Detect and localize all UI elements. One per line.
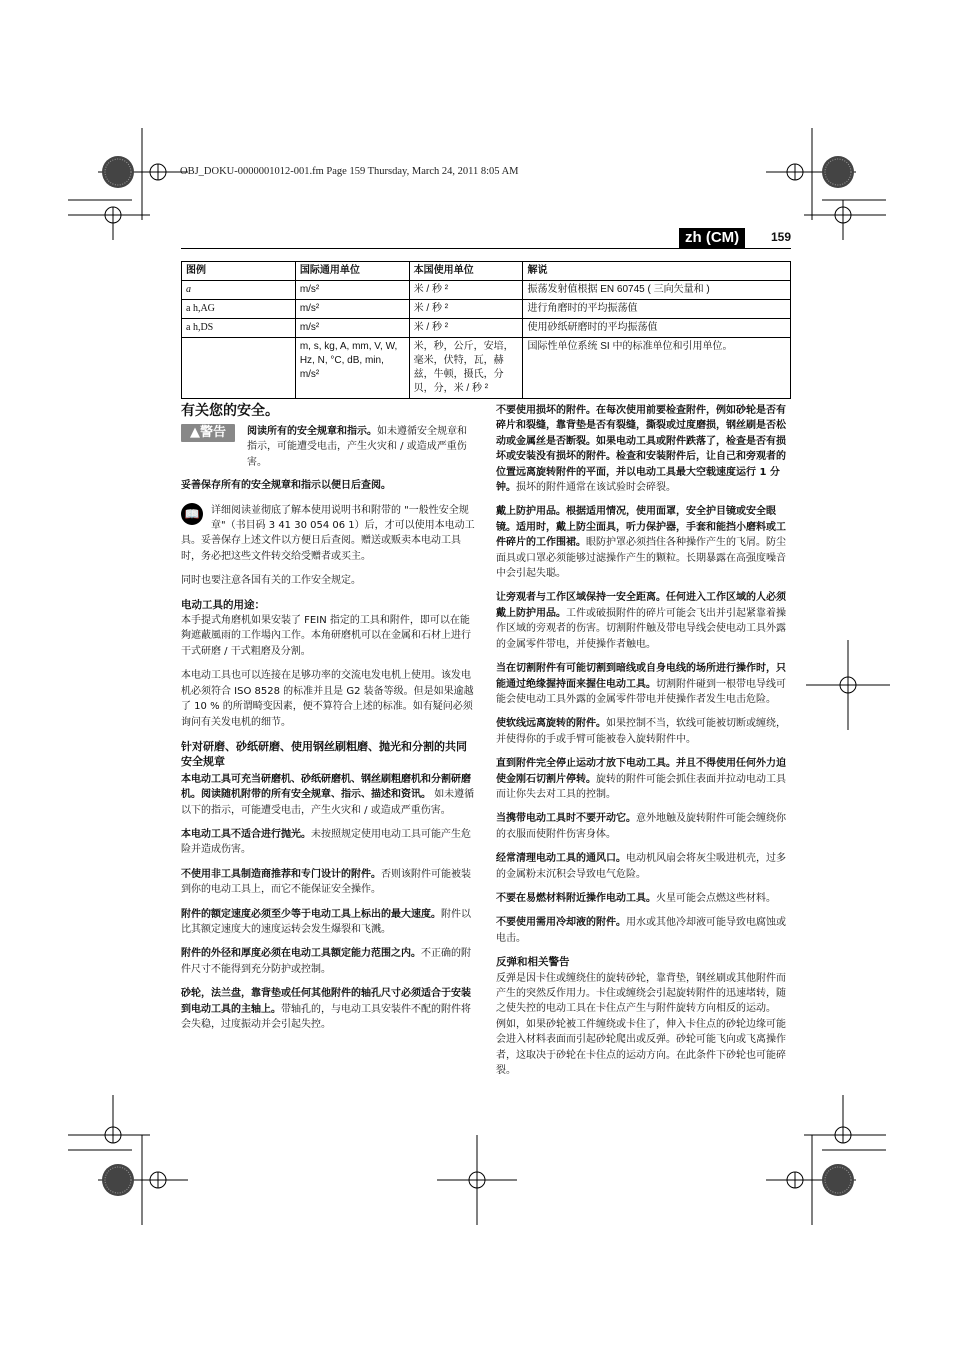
book-text: 详细阅读並彻底了解本使用说明书和附带的 "一般性安全规章"（书目码 3 41 30 054 06 1）后，才可以使用本电动工具。妥善保存上述文件以方便日后查阅。赠送或贩卖本电动工具时，务必把这些文件转交给受赠者或买主。 [181, 504, 475, 562]
kickback-paragraph-2: 例如，如果砂轮被工件缠绕或卡住了，伸入卡住点的砂轮边缘可能会进入材料表面而引起砂轮爬出或反弹。砂轮可能飞向或飞离操作者，这取决于砂轮在卡住点的运动方向。在此条件下砂轮也可能碎裂。 [496, 1018, 786, 1077]
paragraph [181, 907, 476, 938]
paragraph [181, 986, 476, 1032]
paragraph-text: 损坏的附件通常在该试验时会碎裂。 [516, 482, 676, 494]
paragraph [496, 403, 791, 495]
warning-text [247, 424, 476, 470]
paragraph-bold: 砂轮，法兰盘，靠背垫或任何其他附件的轴孔尺寸必须适合于安装到电动工具的主轴上。 [181, 988, 471, 1015]
warning-bold: 阅读所有的安全规章和指示。 [247, 426, 377, 437]
paragraph [496, 756, 791, 802]
paragraph [496, 811, 791, 842]
also-note: 同时也要注意各国有关的工作安全规定。 [181, 575, 361, 587]
table-cell: 进行角磨时的平均振荡值 [523, 300, 791, 319]
paragraph [181, 772, 476, 818]
paragraph-bold: 本电动工具可充当研磨机、砂纸研磨机、钢丝刷粗磨机和分割研磨机。阅读随机附带的所有安全规章、指示、描述和资讯。 [181, 773, 471, 801]
paragraph-bold: 本电动工具不适合进行抛光。 [181, 828, 311, 840]
table-cell: m/s² [295, 281, 409, 300]
left-column [181, 402, 476, 1041]
paragraph-bold: 不要使用损坏的附件。在每次使用前要检查附件，例如砂轮是否有碎片和裂缝，靠背垫是否有裂缝，撕裂或过度磨损，钢丝刷是否松动或金属丝是否断裂。如果电动工具或附件跌落了，检查是否有损坏或安装没有损坏的附件。检查和安装附件后，让自己和旁观者的位置远离旋转附件的平面，并以电动工具最大空载速度运行 1 分钟。 [496, 405, 786, 494]
common-heading: 针对研磨、砂纸研磨、使用钢丝刷粗磨、抛光和分割的共同安全规章 [181, 739, 467, 769]
paragraph-bold: 不使用非工具制造商推荐和专门设计的附件。 [181, 868, 381, 880]
paragraph-bold: 不要使用需用冷却液的附件。 [496, 917, 626, 929]
table-header: 图例 [182, 262, 296, 281]
kickback-paragraph-1: 反弹是因卡住或缠绕住的旋转砂轮，靠背垫，钢丝刷或其他附件而产生的突然反作用力。卡住或缠绕会引起旋转附件的迅速堵转，随之使失控的电动工具在卡住点产生与附件旋转方向相反的运动。 [496, 972, 786, 1015]
table-row [182, 300, 791, 319]
paragraph-bold: 附件的额定速度必须至少等于电动工具上标出的最大速度。 [181, 908, 441, 920]
paragraph-text: 电动机风扇会将灰尘吸进机壳，过多的金属粉末沉积会导致电气危险。 [496, 853, 786, 880]
paragraph-text: 切割附件碰到一根带电导线可能会使电动工具外露的金属零件带电并使操作者发生电击危险。 [496, 678, 786, 705]
table-cell: 使用砂纸研磨时的平均振荡值 [523, 319, 791, 338]
warning-body: 如未遵循安全规章和指示，可能遭受电击，产生火灾和 / 或造成严重伤害。 [247, 426, 467, 468]
header-rule [181, 248, 791, 249]
paragraph-text: 带轴孔的，与电动工具安装件不配的附件将会失稳，过度振动并会引起失控。 [181, 1003, 471, 1030]
table-cell: 米 / 秒 ² [409, 300, 523, 319]
paragraph-text: 工件或破损附件的碎片可能会飞出并引起紧靠着操作区域的旁观者的伤害。切割附件触及带电导线会使电动工具外露的金属零件带电，并使操作者触电。 [496, 607, 786, 650]
kickback-heading: 反弹和相关警告 [496, 956, 570, 969]
paragraph-bold: 当在切割附件有可能切割到暗线或自身电线的场所进行操作时，只能通过绝缘握持面来握住电动工具。 [496, 663, 786, 690]
table-row [182, 319, 791, 338]
table-cell: a [182, 281, 296, 300]
table-cell: a h,DS [182, 319, 296, 338]
paragraph-text: 附件以比其额定速度大的速度运转会发生爆裂和飞溅。 [181, 908, 471, 935]
paragraph-text: 眼防护罩必须挡住各种操作产生的飞屑。防尘面具或口罩必须能够过滤操作产生的颗粒。长期暴露在高强度噪音中会引起失聪。 [496, 537, 786, 580]
paragraph [181, 827, 476, 858]
units-table [181, 261, 791, 399]
table-header: 本国使用单位 [409, 262, 523, 281]
table-header-row [182, 262, 791, 281]
keep-instructions: 妥善保存所有的安全规章和指示以便日后查阅。 [181, 480, 391, 492]
paragraph-text: 如未遵循以下的指示，可能遭受电击，产生火灾和 / 或造成严重伤害。 [181, 789, 475, 816]
paragraph-bold: 戴上防护用品。根据适用情况，使用面罩，安全护目镜或安全眼镜。适用时，戴上防尘面具，听力保护器，手套和能挡小磨料或工件碎片的工作围裙。 [496, 506, 786, 549]
right-column [496, 403, 791, 1087]
book-paragraph [181, 503, 476, 565]
language-badge: zh (CM) [679, 228, 745, 248]
warning-badge: ▲警告 [181, 424, 235, 442]
paragraph-text: 如果控制不当，软线可能被切断或缠绕，并使得你的手或手臂可能被卷入旋转附件中。 [496, 718, 786, 745]
table-cell: 米，秒，公斤，安培，毫米，伏特，瓦，赫兹，牛顿，摄氏，分贝，分，米 / 秒 ² [409, 338, 523, 399]
table-row [182, 338, 791, 399]
table-cell [182, 338, 296, 399]
paragraph-bold: 使软线远离旋转的附件。 [496, 718, 606, 730]
paragraph-bold: 不要在易燃材料附近操作电动工具。 [496, 892, 656, 904]
paragraph-text: 未按照规定使用电动工具可能产生危险并造成伤害。 [181, 828, 471, 856]
paragraph-bold: 直到附件完全停止运动才放下电动工具。并且不得使用任何外力迫使金刚石切割片停转。 [496, 758, 786, 785]
paragraph-bold: 经常清理电动工具的通风口。 [496, 853, 626, 865]
paragraph-bold: 让旁观者与工作区域保持一安全距离。任何进入工作区域的人必须戴上防护用品。 [496, 592, 786, 619]
paragraph [496, 716, 791, 747]
page-number: 159 [771, 230, 792, 244]
table-cell: a h,AG [182, 300, 296, 319]
paragraph-bold: 附件的外径和厚度必须在电动工具额定能力范围之内。 [181, 948, 421, 960]
paragraph [496, 891, 791, 906]
use-heading: 电动工具的用途： [181, 598, 265, 611]
warning-label: 警告 [199, 425, 226, 440]
table-cell: m, s, kg, A, mm, V, W, Hz, N, °C, dB, min, m/s² [295, 338, 409, 399]
paragraph [181, 867, 476, 898]
table-cell: 国际性单位系统 SI 中的标准单位和引用单位。 [523, 338, 791, 399]
use-paragraph-2: 本电动工具也可以连接在足够功率的交流电发电机上使用。该发电机必须符合 ISO 8528 的标准并且是 G2 装备等级。但是如果逾越了 10 % 的所谓畸变因素，便不算符合上述的标准。如有疑问必须询问有关发电机的细节。 [181, 670, 474, 728]
paragraph-text: 不正确的附件尺寸不能得到充分防护或控制。 [181, 948, 471, 975]
paragraph [496, 590, 791, 652]
table-cell: 米 / 秒 ² [409, 281, 523, 300]
paragraph [496, 661, 791, 707]
paragraph-text: 用水或其他冷却液可能导致电腐蚀或电击。 [496, 917, 786, 944]
paragraph-text: 火星可能会点燃这些材料。 [656, 892, 776, 904]
warning-block [181, 424, 476, 470]
use-paragraph-1: 本手提式角磨机如果安装了 FEIN 指定的工具和附件，即可以在能夠遮蔽風雨的工作場內工作。本角研磨机可以在金属和石材上进行干式研磨 / 干式粗磨及分割。 [181, 615, 471, 657]
table-header: 国际通用单位 [295, 262, 409, 281]
table-cell: 振荡发射值根据 EN 60745 ( 三向矢量和 ) [523, 281, 791, 300]
warning-label-box [181, 424, 239, 470]
paragraph-bold: 当携带电动工具时不要开动它。 [496, 813, 636, 825]
table-cell: 米 / 秒 ² [409, 319, 523, 338]
paragraph-text: 旋转的附件可能会抓住表面并拉动电动工具而让你失去对工具的控制。 [496, 773, 786, 800]
section-title: 有关您的安全。 [181, 403, 279, 419]
table-cell: m/s² [295, 319, 409, 338]
paragraph [181, 946, 476, 977]
table-cell: m/s² [295, 300, 409, 319]
paragraph-text: 否则该附件可能被装到你的电动工具上，而它不能保证安全操作。 [181, 868, 471, 896]
paragraph [496, 915, 791, 946]
table-header: 解说 [523, 262, 791, 281]
paragraph [496, 851, 791, 882]
book-icon: 📖 [181, 503, 203, 525]
paragraph-text: 意外地触及旋转附件可能会缠绕你的衣服而使附件伤害身体。 [496, 813, 786, 840]
file-info-line: OBJ_DOKU-0000001012-001.fm Page 159 Thursday, March 24, 2011 8:05 AM [180, 166, 519, 177]
paragraph [496, 504, 791, 581]
table-row [182, 281, 791, 300]
